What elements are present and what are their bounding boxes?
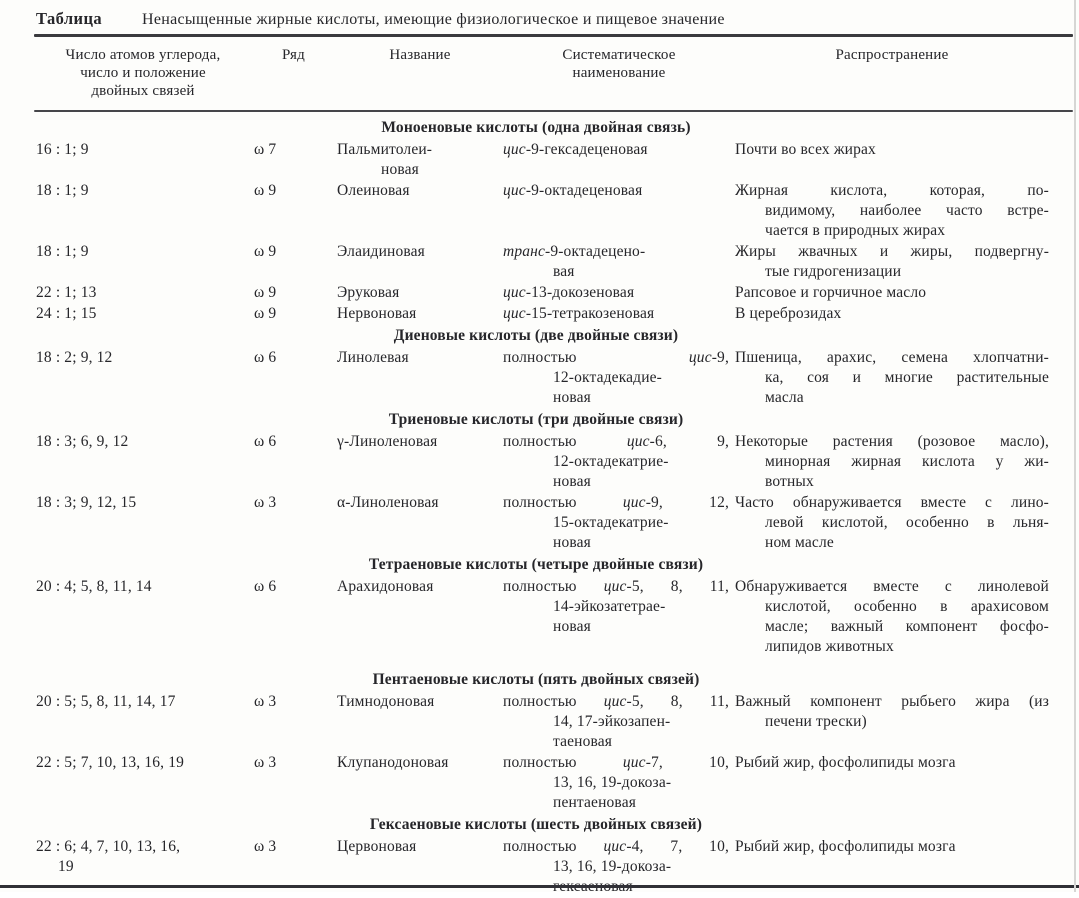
name-cell	[337, 304, 503, 324]
formula-cell	[36, 577, 250, 657]
cell-line: ном масле	[765, 534, 834, 551]
cell-line: Рыбий жир, фосфолипиды мозга	[735, 754, 956, 771]
formula-cell	[36, 837, 250, 897]
section-row	[36, 118, 1049, 138]
distribution-cell	[735, 577, 1049, 657]
name-cell	[337, 837, 503, 897]
section-header: Пентаеновые кислоты (пять двойных связей)	[372, 671, 700, 688]
cell-line: 14-эйкозатетрае-	[553, 598, 666, 615]
cell-line: чается в природных жирах	[765, 222, 946, 239]
cell-line: Нервоновая	[337, 305, 417, 322]
column-header-formula	[36, 46, 250, 100]
cell-line: полностью цис-9, 12,	[503, 494, 729, 511]
series-cell: ω 6	[254, 578, 277, 595]
cell-line: 15-октадекатрие-	[553, 514, 669, 531]
formula-cell	[36, 242, 250, 282]
systematic-cell	[503, 692, 735, 752]
column-header-line: число и положение	[80, 65, 206, 81]
series-cell: ω 3	[254, 693, 277, 710]
cell-line: Обнаруживается вместе с линолевой	[735, 578, 1049, 595]
distribution-cell	[735, 304, 1049, 324]
series-cell: ω 9	[254, 305, 277, 322]
cell-line: 22 : 5; 7, 10, 13, 16, 19	[36, 754, 184, 771]
cell-line: 16 : 1; 9	[36, 141, 89, 158]
cell-line: новая	[553, 534, 591, 551]
cell-line: Рыбий жир, фосфолипиды мозга	[735, 838, 956, 855]
cell-line: новая	[553, 618, 591, 635]
formula-cell	[36, 493, 250, 553]
formula-cell	[36, 692, 250, 752]
cell-line: 14, 17-эйкозапен-	[553, 713, 671, 730]
cell-line: вая	[553, 263, 575, 280]
cell-line: 12-октадекатрие-	[553, 453, 669, 470]
cell-line: 20 : 4; 5, 8, 11, 14	[36, 578, 152, 595]
cell-line: Клупанодоновая	[337, 754, 449, 771]
section-row	[36, 555, 1049, 575]
cell-line: 18 : 1; 9	[36, 243, 89, 260]
table-caption	[0, 0, 1079, 34]
cell-line: Некоторые растения (розовое масло),	[735, 433, 1049, 450]
distribution-cell	[735, 348, 1049, 408]
formula-cell	[36, 304, 250, 324]
cell-line: 18 : 1; 9	[36, 182, 89, 199]
systematic-cell	[503, 493, 735, 553]
cell-line: 22 : 1; 13	[36, 284, 97, 301]
cell-line: Почти во всех жирах	[735, 141, 876, 158]
series-cell: ω 7	[254, 141, 277, 158]
table-header-row	[0, 37, 1079, 110]
section-row	[36, 410, 1049, 430]
series-cell: ω 3	[254, 494, 277, 511]
cell-line: левой кислотой, особенно в льня-	[765, 514, 1049, 531]
cell-line: цис-13-докозеновая	[503, 284, 635, 301]
distribution-cell	[735, 753, 1049, 813]
cell-line: цис-15-тетракозеновая	[503, 305, 655, 322]
cell-line: Тимнодоновая	[337, 693, 435, 710]
section-header: Тетраеновые кислоты (четыре двойные связи)	[368, 556, 704, 573]
cell-line: Цервоновая	[337, 838, 417, 855]
column-header-distribution	[735, 46, 1049, 100]
cell-line: Рапсовое и горчичное масло	[735, 284, 927, 301]
distribution-cell	[735, 432, 1049, 492]
cell-line: 18 : 3; 6, 9, 12	[36, 433, 129, 450]
cell-line: 13, 16, 19-докоза-	[553, 774, 672, 791]
cell-line: видимому, наиболее часто встре-	[765, 202, 1049, 219]
cell-line: тые гидрогенизации	[765, 263, 902, 280]
formula-cell	[36, 432, 250, 492]
column-header-line: Название	[389, 47, 451, 63]
cell-line: минорная жирная кислота у жи-	[765, 453, 1049, 470]
series-cell: ω 6	[254, 349, 277, 366]
cell-line: Арахидоновая	[337, 578, 434, 595]
systematic-cell	[503, 283, 735, 303]
section-header: Триеновые кислоты (три двойные связи)	[388, 411, 684, 428]
table-title: Ненасыщенные жирные кислоты, имеющие физиологическое и пищевое значение	[142, 11, 725, 28]
systematic-cell	[503, 577, 735, 657]
cell-line: 22 : 6; 4, 7, 10, 13, 16,	[36, 838, 181, 855]
cell-line: новая	[381, 161, 419, 178]
systematic-cell	[503, 140, 735, 180]
distribution-cell	[735, 493, 1049, 553]
column-header-line: Ряд	[282, 47, 305, 63]
systematic-cell	[503, 837, 735, 897]
name-cell	[337, 753, 503, 813]
systematic-cell	[503, 181, 735, 241]
cell-line: 18 : 2; 9, 12	[36, 349, 113, 366]
cell-line: В цереброзидах	[735, 305, 842, 322]
cell-line: 18 : 3; 9, 12, 15	[36, 494, 137, 511]
formula-cell	[36, 140, 250, 180]
section-row	[36, 326, 1049, 346]
cell-line: новая	[553, 389, 591, 406]
cell-line: полностью цис-9,	[503, 349, 729, 366]
cell-line: Важный компонент рыбьего жира (из	[735, 693, 1049, 710]
cell-line: полностью цис-6, 9,	[503, 433, 729, 450]
systematic-cell	[503, 304, 735, 324]
cell-line: 20 : 5; 5, 8, 11, 14, 17	[36, 693, 176, 710]
cell-line: α-Линоленовая	[337, 494, 439, 511]
cell-line: липидов животных	[765, 638, 894, 655]
scan-edge-artifact	[1074, 0, 1076, 892]
column-header-systematic	[503, 46, 735, 100]
cell-line: пентаеновая	[553, 794, 637, 811]
section-row	[36, 670, 1049, 690]
cell-line: Эруковая	[337, 284, 400, 301]
cell-line: полностью цис-5, 8, 11,	[503, 693, 729, 710]
cell-line: полностью цис-5, 8, 11,	[503, 578, 729, 595]
series-cell: ω 3	[254, 754, 277, 771]
cell-line: Пальмитолеи-	[337, 141, 433, 158]
column-header-line: Систематическое	[562, 47, 676, 63]
cell-line: полностью цис-4, 7, 10,	[503, 838, 729, 855]
column-header-line: двойных связей	[91, 83, 195, 99]
name-cell	[337, 432, 503, 492]
name-cell	[337, 692, 503, 752]
cell-line: транс-9-октадецено-	[503, 243, 646, 260]
distribution-cell	[735, 692, 1049, 752]
formula-cell	[36, 283, 250, 303]
column-header-name	[337, 46, 503, 100]
cell-line: полностью цис-7, 10,	[503, 754, 729, 771]
systematic-cell	[503, 753, 735, 813]
cell-line: масле; важный компонент фосфо-	[765, 618, 1049, 635]
cell-line: печени трески)	[765, 713, 867, 730]
table-body	[0, 112, 1079, 898]
name-cell	[337, 493, 503, 553]
distribution-cell	[735, 283, 1049, 303]
column-header-line: наименование	[572, 65, 666, 81]
series-cell: ω 3	[254, 838, 277, 855]
name-cell	[337, 242, 503, 282]
section-header: Диеновые кислоты (две двойные связи)	[393, 327, 679, 344]
formula-cell	[36, 181, 250, 241]
cell-line: кислотой, особенно в арахисовом	[765, 598, 1049, 615]
cell-line: γ-Линоленовая	[337, 433, 438, 450]
cell-line: Линолевая	[337, 349, 409, 366]
cell-line: Пшеница, арахис, семена хлопчатни-	[735, 349, 1049, 366]
cell-line: ка, соя и многие растительные	[765, 369, 1049, 386]
cell-line: таеновая	[553, 733, 613, 750]
distribution-cell	[735, 181, 1049, 241]
cell-line: Жирная кислота, которая, по-	[735, 182, 1049, 199]
series-cell: ω 9	[254, 243, 277, 260]
cell-line: масла	[765, 389, 804, 406]
series-cell: ω 9	[254, 182, 277, 199]
systematic-cell	[503, 432, 735, 492]
cell-line: Элаидиновая	[337, 243, 425, 260]
formula-cell	[36, 348, 250, 408]
series-cell: ω 9	[254, 284, 277, 301]
section-header: Гексаеновые кислоты (шесть двойных связей)	[369, 816, 703, 833]
horizontal-rule-bottom	[0, 885, 1079, 888]
table-label: Таблица	[36, 9, 103, 28]
distribution-cell	[735, 140, 1049, 180]
section-row	[36, 815, 1049, 835]
column-header-line: Распространение	[835, 47, 949, 63]
cell-line: цис-9-гексадеценовая	[503, 141, 648, 158]
cell-line: Олеиновая	[337, 182, 410, 199]
cell-line: цис-9-октадеценовая	[503, 182, 643, 199]
name-cell	[337, 140, 503, 180]
cell-line: Часто обнаруживается вместе с лино-	[735, 494, 1049, 511]
cell-line: 12-октадекадие-	[553, 369, 662, 386]
cell-line: 19	[58, 858, 74, 875]
systematic-cell	[503, 348, 735, 408]
cell-line: 24 : 1; 15	[36, 305, 97, 322]
cell-line: новая	[553, 473, 591, 490]
distribution-cell	[735, 242, 1049, 282]
cell-line: 13, 16, 19-докоза-	[553, 858, 672, 875]
cell-line: Жиры жвачных и жиры, подвергну-	[735, 243, 1049, 260]
name-cell	[337, 283, 503, 303]
cell-line: вотных	[765, 473, 814, 490]
systematic-cell	[503, 242, 735, 282]
column-header-series	[250, 46, 337, 100]
column-header-line: Число атомов углерода,	[65, 47, 221, 63]
formula-cell	[36, 753, 250, 813]
series-cell: ω 6	[254, 433, 277, 450]
distribution-cell	[735, 837, 1049, 897]
name-cell	[337, 577, 503, 657]
name-cell	[337, 181, 503, 241]
section-header: Моноеновые кислоты (одна двойная связь)	[381, 119, 691, 136]
name-cell	[337, 348, 503, 408]
